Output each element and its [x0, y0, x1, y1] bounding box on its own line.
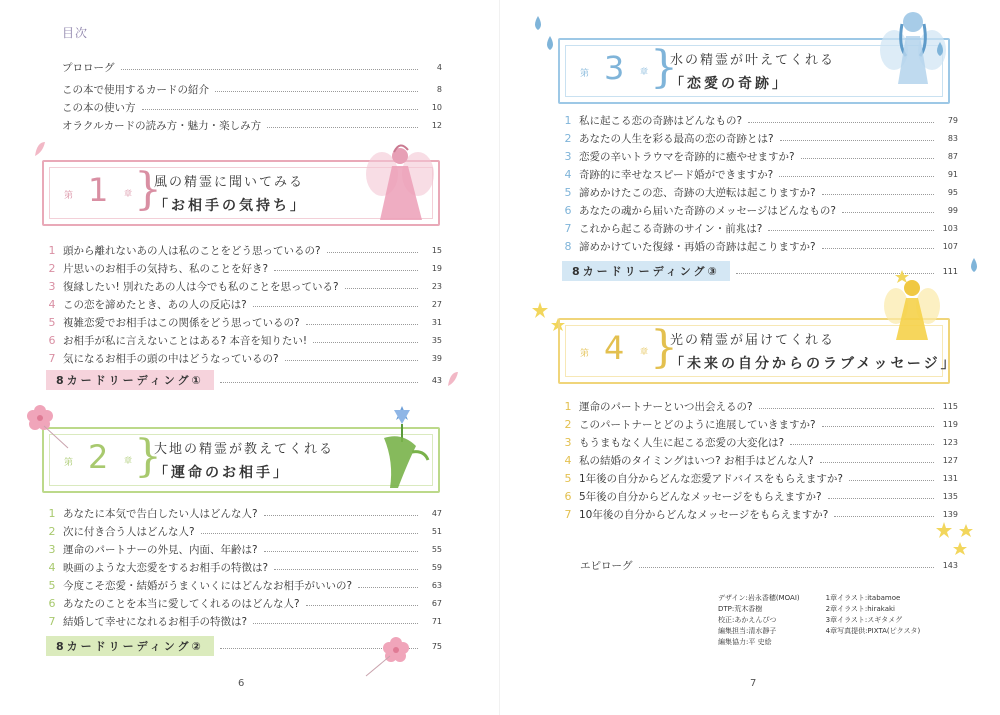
item-page: 55 [431, 545, 442, 554]
item-text: この恋を諦めたとき、あの人の反応は? [63, 299, 247, 311]
toc-title: 目次 [62, 26, 89, 40]
toc-row[interactable] [562, 435, 958, 450]
item-text: 諦めかけていた復縁・再婚の奇跡は起こりますか? [579, 241, 816, 253]
toc-row[interactable] [562, 113, 958, 128]
light-fairy-illustration [880, 266, 944, 346]
item-text: あなたのことを本当に愛してくれるのはどんな人? [63, 598, 300, 610]
petal-icon [446, 370, 460, 388]
item-page: 23 [431, 282, 442, 291]
item-page: 39 [431, 354, 442, 363]
credit-line: 2章イラスト:hirakaki [825, 605, 895, 613]
chapter-number: 3 [604, 49, 625, 87]
toc-row[interactable] [46, 333, 442, 348]
leader-dots [780, 140, 934, 141]
toc-row[interactable] [46, 560, 442, 575]
item-text: 私に起こる恋の奇跡はどんなもの? [579, 115, 743, 127]
item-text: 次に付き合う人はどんな人? [63, 526, 195, 538]
item-text: あなたの人生を彩る最高の恋の奇跡とは? [579, 133, 774, 145]
reading-page: 75 [431, 641, 442, 651]
item-page: 91 [947, 170, 958, 179]
credits-illustration [826, 593, 921, 648]
credit-line: 校正:あかえんぴつ [718, 616, 777, 624]
leader-dots [345, 288, 418, 289]
item-number: 3 [48, 280, 56, 293]
leader-dots [834, 516, 934, 517]
chapter-dai: 第 [580, 69, 590, 79]
chapter-number: 1 [88, 171, 109, 209]
chapter-sho: 章 [124, 456, 132, 465]
chapter-dai: 第 [64, 458, 74, 468]
leader-dots [822, 248, 934, 249]
item-page: 15 [431, 246, 442, 255]
toc-row[interactable] [562, 399, 958, 414]
chapter-sho: 章 [640, 347, 648, 356]
item-text: あなたに本気で告白したい人はどんな人? [63, 508, 258, 520]
item-text: 復縁したい! 別れたあの人は今でも私のことを思っている? [63, 281, 339, 293]
page-number: 6 [238, 678, 245, 689]
leader-dots [215, 91, 418, 92]
item-text: このパートナーとどのように進展していきますか? [579, 419, 816, 431]
item-number: 5 [48, 579, 56, 592]
toc-row[interactable] [46, 351, 442, 366]
leader-dots [801, 158, 934, 159]
item-number: 6 [48, 334, 56, 347]
item-text: 奇跡的に幸せなスピード婚ができますか? [579, 169, 774, 181]
toc-row-text: エピローグ [580, 560, 633, 572]
item-page: 131 [942, 474, 958, 483]
item-number: 4 [48, 561, 56, 574]
item-number: 1 [48, 244, 56, 257]
chapter-title-line2: 「恋愛の奇跡」 [670, 76, 789, 92]
leader-dots [822, 426, 934, 427]
chapter-brace: } [650, 322, 678, 373]
leader-dots [748, 122, 934, 123]
item-text: 気になるお相手の頭の中はどうなっているの? [63, 353, 279, 365]
item-text: これから起こる奇跡のサイン・前兆は? [579, 223, 763, 235]
item-page: 99 [947, 206, 958, 215]
credit-line: 編集担当:清水靜子 [718, 627, 777, 635]
item-page: 83 [947, 134, 958, 143]
item-number: 6 [564, 204, 572, 217]
item-number: 1 [48, 507, 56, 520]
toc-row-page: 12 [431, 121, 442, 130]
toc-row[interactable] [562, 239, 958, 254]
toc-row-epilogue[interactable] [580, 558, 958, 573]
leader-dots [306, 324, 418, 325]
item-page: 59 [431, 563, 442, 572]
item-number: 4 [48, 298, 56, 311]
toc-row[interactable] [562, 203, 958, 218]
item-text: もうまもなく人生に起こる恋愛の大変化は? [579, 437, 785, 449]
item-text: 運命のパートナーの外見、内面、年齢は? [63, 544, 258, 556]
chapter-dai: 第 [64, 191, 74, 201]
toc-row[interactable] [46, 614, 442, 629]
item-number: 5 [48, 316, 56, 329]
toc-row-page: 4 [436, 63, 442, 72]
reading-label: 8カードリーディング① [46, 370, 214, 390]
toc-row-page: 143 [942, 561, 958, 570]
chapter-brace: } [134, 431, 162, 482]
item-number: 6 [564, 490, 572, 503]
item-page: 27 [431, 300, 442, 309]
toc-row[interactable] [46, 315, 442, 330]
leader-dots [121, 69, 419, 70]
toc-row[interactable] [562, 507, 958, 522]
item-text: 片思いのお相手の気持ち、私のことを好き? [63, 263, 269, 275]
flower-icon [360, 628, 420, 678]
chapter-brace: } [650, 42, 678, 93]
item-page: 35 [431, 336, 442, 345]
item-text: 10年後の自分からどんなメッセージをもらえますか? [579, 509, 829, 521]
earth-fairy-illustration [372, 402, 432, 494]
item-page: 135 [942, 492, 958, 501]
toc-row[interactable] [46, 243, 442, 258]
item-number: 5 [564, 472, 572, 485]
leader-dots [253, 306, 418, 307]
item-number: 7 [564, 508, 572, 521]
item-text: 運命のパートナーといつ出会えるの? [579, 401, 753, 413]
credits-block [718, 593, 920, 648]
card-reading-1[interactable] [46, 370, 442, 390]
toc-row[interactable] [46, 261, 442, 276]
leader-dots [358, 587, 418, 588]
toc-row[interactable] [46, 578, 442, 593]
leader-dots [759, 408, 934, 409]
toc-row[interactable] [562, 489, 958, 504]
leader-dots [285, 360, 418, 361]
item-number: 1 [564, 400, 572, 413]
credit-line: DTP:荒木香樹 [718, 605, 763, 613]
reading-page: 111 [942, 266, 958, 276]
right-page [500, 0, 1000, 715]
toc-row[interactable] [562, 471, 958, 486]
item-page: 67 [431, 599, 442, 608]
leader-dots [267, 127, 418, 128]
toc-row-how-to-use[interactable] [62, 100, 442, 115]
leader-dots [779, 176, 934, 177]
item-page: 115 [942, 402, 958, 411]
item-text: 1年後の自分からどんな恋愛アドバイスをもらえますか? [579, 473, 843, 485]
item-text: 私の結婚のタイミングはいつ? お相手はどんな人? [579, 455, 814, 467]
chapter-title-line1: 大地の精霊が教えてくれる [154, 442, 335, 457]
toc-row-card-intro[interactable] [62, 82, 442, 97]
item-number: 2 [48, 262, 56, 275]
item-text: 複雑恋愛でお相手はこの関係をどう思っているの? [63, 317, 300, 329]
item-text: 映画のような大恋愛をするお相手の特徴は? [63, 562, 269, 574]
toc-row-text: この本の使い方 [62, 102, 136, 114]
water-drop-icon [930, 40, 950, 60]
toc-row[interactable] [46, 506, 442, 521]
item-number: 7 [48, 615, 56, 628]
item-page: 95 [947, 188, 958, 197]
toc-row[interactable] [562, 131, 958, 146]
credit-line: 4章写真提供:PIXTA(ピクスタ) [825, 627, 921, 635]
toc-row-oracle-reading[interactable] [62, 118, 442, 133]
chapter-title-line1: 光の精霊が届けてくれる [670, 333, 836, 348]
credit-line: 3章イラスト:スギタメグ [825, 616, 903, 624]
toc-row[interactable] [562, 167, 958, 182]
chapter-brace: } [134, 164, 162, 215]
item-text: 諦めかけたこの恋、奇跡の大逆転は起こりますか? [579, 187, 816, 199]
toc-row-page: 10 [431, 103, 442, 112]
leader-dots [313, 342, 418, 343]
toc-row[interactable] [562, 453, 958, 468]
petal-icon [33, 140, 47, 158]
reading-label: 8カードリーディング② [46, 636, 214, 656]
credits-staff [718, 593, 800, 648]
water-drop-icon [964, 256, 984, 276]
item-number: 1 [564, 114, 572, 127]
item-text: 恋愛の辛いトラウマを奇跡的に癒やせますか? [579, 151, 795, 163]
item-page: 103 [942, 224, 958, 233]
toc-row-page: 8 [436, 85, 442, 94]
item-page: 127 [942, 456, 958, 465]
leader-dots [306, 605, 418, 606]
flower-icon [22, 402, 72, 452]
chapter-number: 4 [604, 329, 625, 367]
leader-dots [639, 567, 935, 568]
reading-page: 43 [431, 375, 442, 385]
toc-row[interactable] [562, 417, 958, 432]
item-number: 4 [564, 454, 572, 467]
item-page: 139 [942, 510, 958, 519]
leader-dots [142, 109, 419, 110]
chapter-dai: 第 [580, 349, 590, 359]
leader-dots [220, 382, 418, 383]
chapter-number: 2 [88, 438, 109, 476]
chapter-sho: 章 [124, 189, 132, 198]
leader-dots [274, 270, 418, 271]
chapter-title-line2: 「未来の自分からのラブメッセージ」 [670, 356, 958, 372]
item-number: 2 [48, 525, 56, 538]
star-icon [934, 520, 978, 560]
item-text: 5年後の自分からどんなメッセージをもらえますか? [579, 491, 822, 503]
item-text: あなたの魂から届いた奇跡のメッセージはどんなもの? [579, 205, 836, 217]
toc-row-text: この本で使用するカードの紹介 [62, 84, 209, 96]
leader-dots [274, 569, 418, 570]
page-number: 7 [750, 678, 757, 689]
item-number: 7 [48, 352, 56, 365]
item-page: 123 [942, 438, 958, 447]
item-text: 結婚して幸せになれるお相手の特徴は? [63, 616, 248, 628]
leader-dots [822, 194, 934, 195]
item-page: 47 [431, 509, 442, 518]
chapter-title-line1: 風の精霊に聞いてみる [154, 175, 305, 190]
leader-dots [790, 444, 934, 445]
water-drop-icon [530, 14, 560, 54]
toc-row[interactable] [46, 279, 442, 294]
leader-dots [264, 515, 418, 516]
leader-dots [828, 498, 934, 499]
chapter-title-line2: 「お相手の気持ち」 [154, 198, 307, 214]
toc-row[interactable] [562, 185, 958, 200]
item-page: 119 [942, 420, 958, 429]
chapter-title-line1: 水の精霊が叶えてくれる [670, 53, 836, 68]
toc-row[interactable] [562, 149, 958, 164]
leader-dots [849, 480, 934, 481]
toc-row-prologue[interactable] [62, 60, 442, 75]
wind-fairy-illustration [360, 140, 440, 226]
item-page: 71 [431, 617, 442, 626]
item-page: 87 [947, 152, 958, 161]
toc-row[interactable] [46, 524, 442, 539]
leader-dots [264, 551, 418, 552]
item-number: 6 [48, 597, 56, 610]
toc-row[interactable] [46, 542, 442, 557]
item-page: 79 [947, 116, 958, 125]
item-number: 8 [564, 240, 572, 253]
toc-row-text: オラクルカードの読み方・魅力・楽しみ方 [62, 120, 262, 132]
leader-dots [327, 252, 418, 253]
item-number: 7 [564, 222, 572, 235]
toc-row-text: プロローグ [62, 62, 115, 74]
item-text: 今度こそ恋愛・結婚がうまくいくにはどんなお相手がいいの? [63, 580, 353, 592]
leader-dots [201, 533, 418, 534]
item-page: 19 [431, 264, 442, 273]
item-number: 3 [564, 150, 572, 163]
leader-dots [842, 212, 934, 213]
item-text: 頭から離れないあの人は私のことをどう思っているの? [63, 245, 321, 257]
credit-line: 編集協力:平 史絵 [718, 638, 772, 646]
chapter-title-line2: 「運命のお相手」 [154, 465, 290, 481]
item-number: 3 [48, 543, 56, 556]
item-page: 107 [942, 242, 958, 251]
item-number: 4 [564, 168, 572, 181]
item-number: 2 [564, 418, 572, 431]
leader-dots [820, 462, 934, 463]
toc-row[interactable] [46, 596, 442, 611]
toc-row[interactable] [562, 221, 958, 236]
credit-line: デザイン:岩永香穂(MOAI) [718, 594, 800, 602]
credit-line: 1章イラスト:itabamoe [825, 594, 901, 602]
item-number: 5 [564, 186, 572, 199]
item-number: 3 [564, 436, 572, 449]
item-number: 2 [564, 132, 572, 145]
item-page: 63 [431, 581, 442, 590]
item-page: 51 [431, 527, 442, 536]
leader-dots [253, 623, 418, 624]
reading-label: 8カードリーディング③ [562, 261, 730, 281]
chapter-sho: 章 [640, 67, 648, 76]
item-page: 31 [431, 318, 442, 327]
item-text: お相手が私に言えないことはある? 本音を知りたい! [63, 335, 308, 347]
leader-dots [768, 230, 934, 231]
toc-row[interactable] [46, 297, 442, 312]
